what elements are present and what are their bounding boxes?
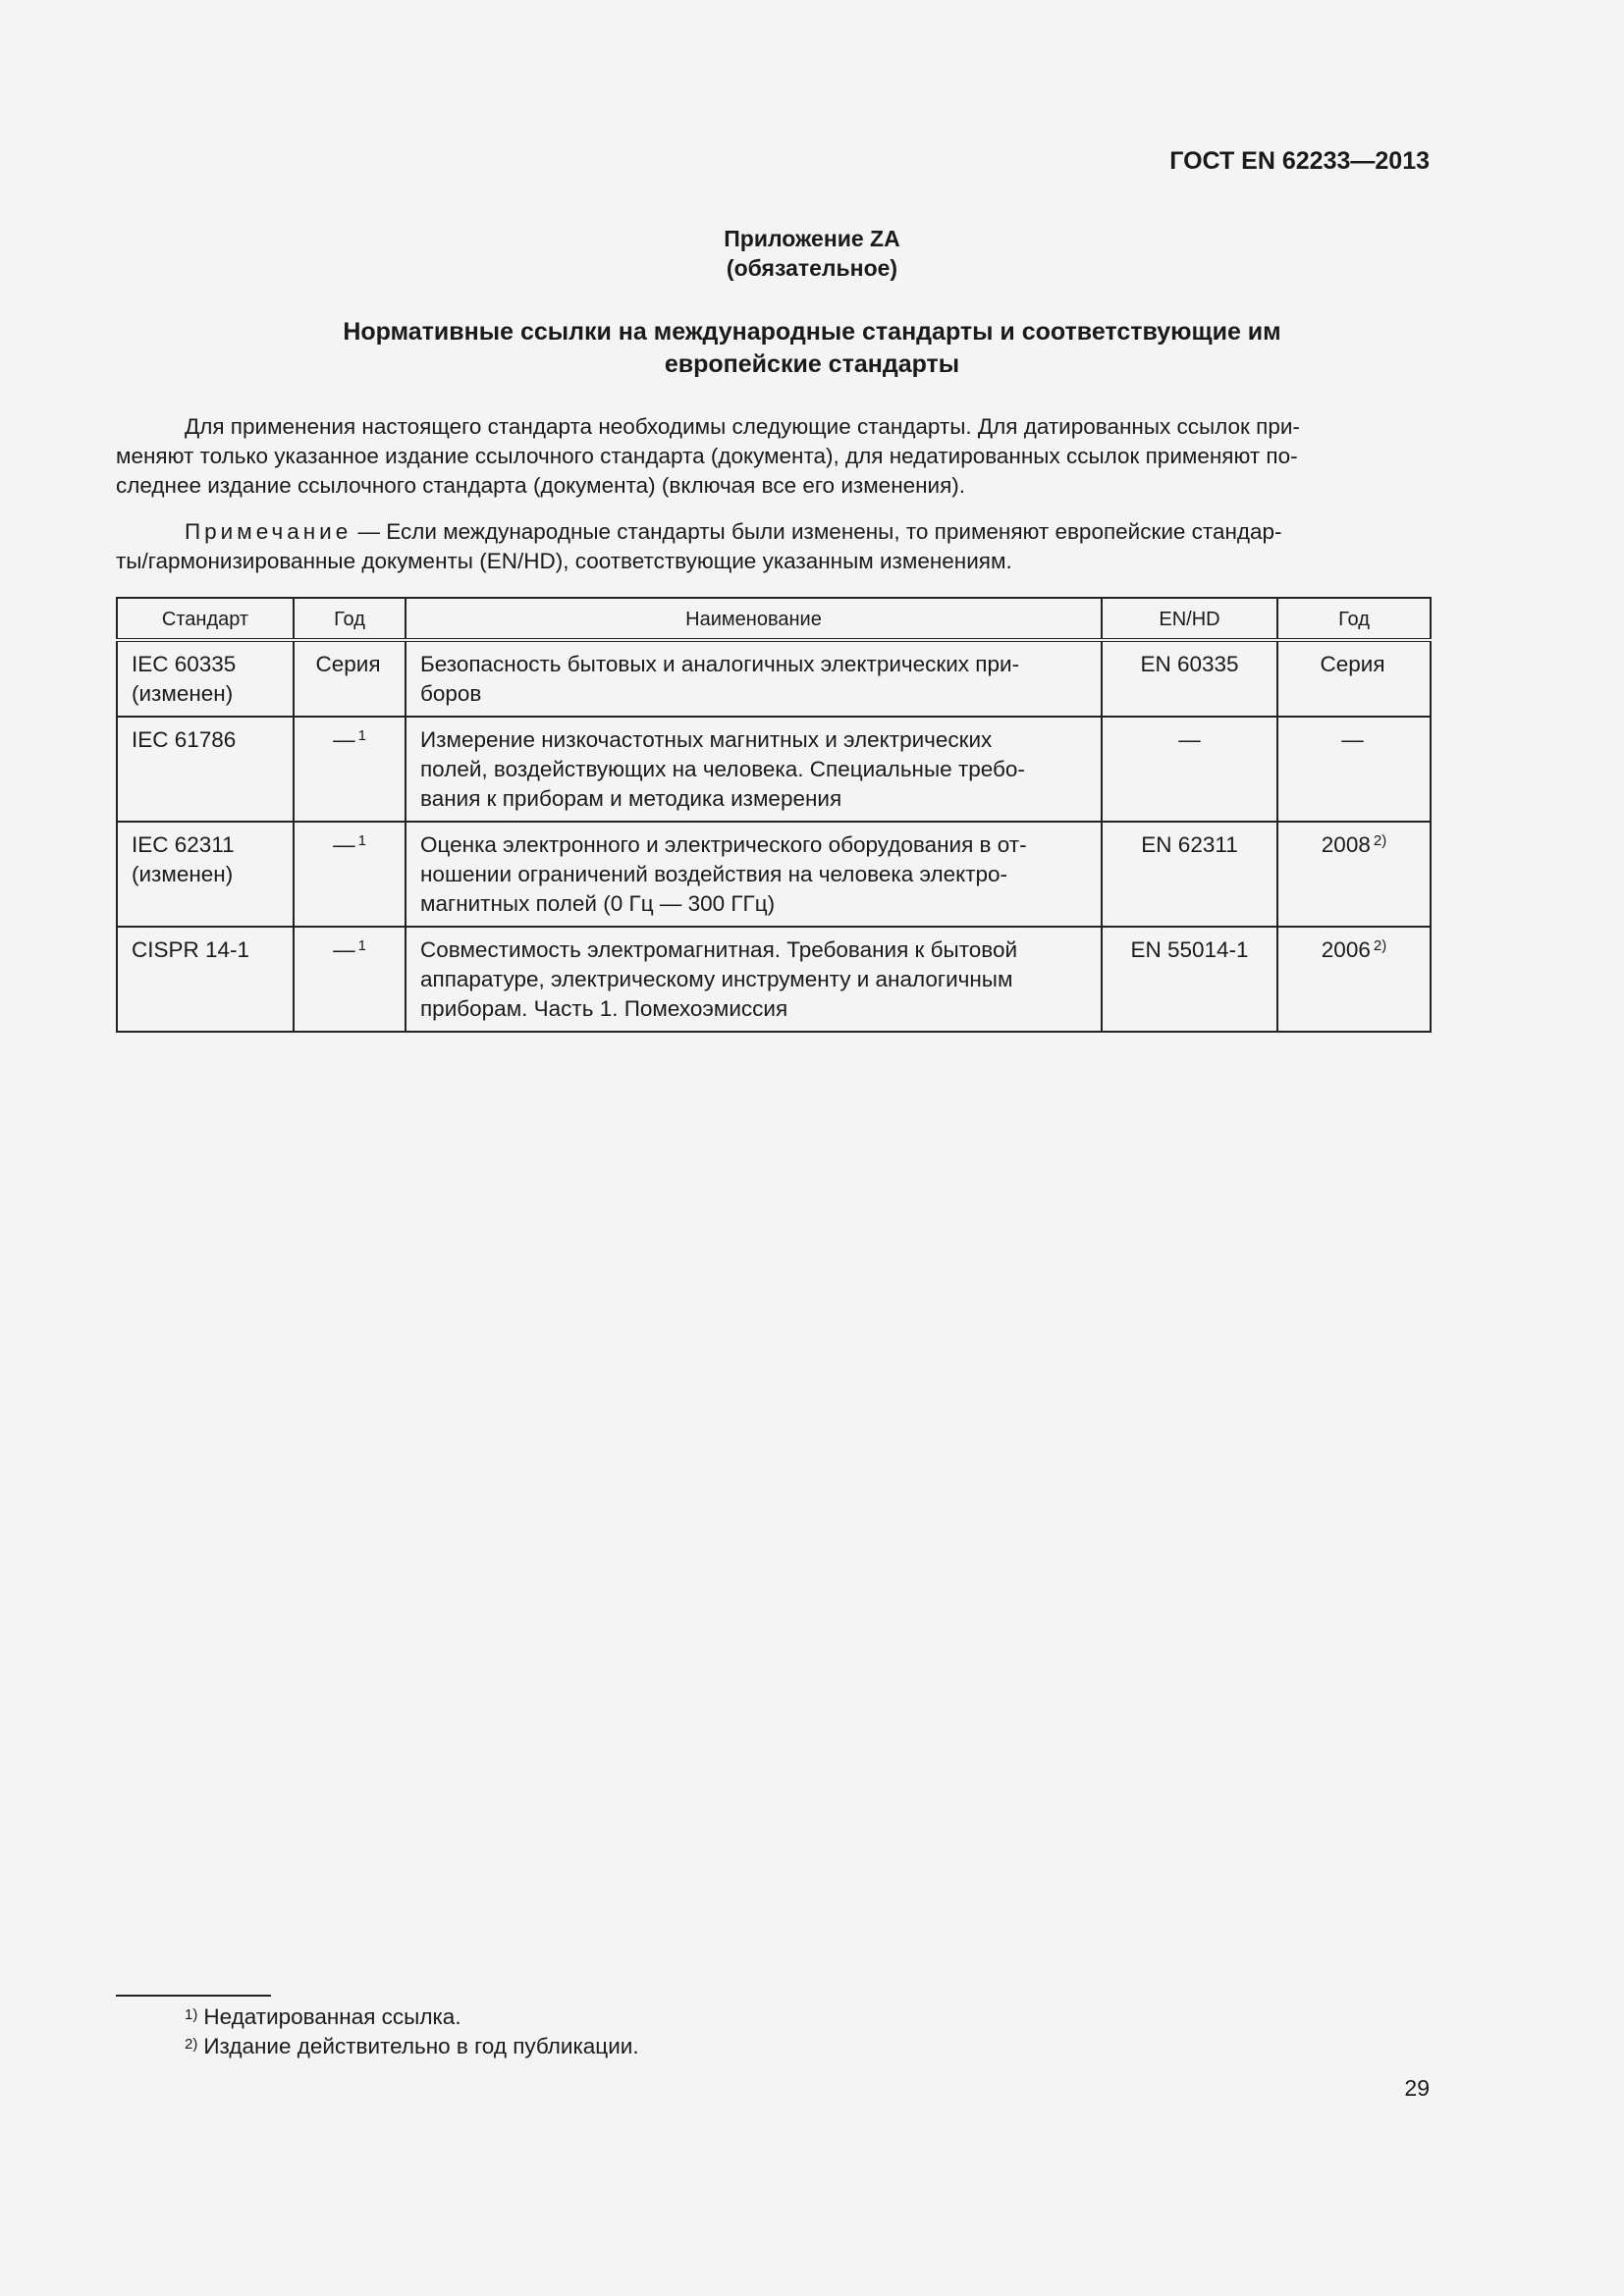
cell-standard <box>117 640 294 717</box>
column-header-name: Наименование <box>406 598 1102 640</box>
cell-enhd: — <box>1102 717 1277 822</box>
name-line: Безопасность бытовых и аналогичных электрических при- <box>420 652 1020 676</box>
annex-status: (обязательное) <box>726 255 898 281</box>
name-line: Совместимость электромагнитная. Требования к бытовой <box>420 937 1018 962</box>
footnote-ref: 1 <box>357 937 366 954</box>
note-label: Примечание <box>185 519 352 544</box>
standard-line: IEC 62311 <box>132 832 235 857</box>
table-row <box>117 640 1431 717</box>
cell-year <box>294 927 406 1032</box>
annex-heading <box>0 224 1624 283</box>
cell-name <box>406 927 1102 1032</box>
en-year-value: 2008 <box>1321 832 1371 857</box>
year-value: — <box>333 937 355 962</box>
footnote <box>185 2002 639 2032</box>
footnote-text: Издание действительно в год публикации. <box>203 2034 639 2058</box>
name-line: магнитных полей (0 Гц — 300 ГГц) <box>420 891 776 916</box>
column-header-enhd: EN/HD <box>1102 598 1277 640</box>
name-line: приборам. Часть 1. Помехоэмиссия <box>420 996 788 1021</box>
name-line: Измерение низкочастотных магнитных и электрических <box>420 727 993 752</box>
name-line: полей, воздействующих на человека. Специальные требо- <box>420 757 1025 781</box>
name-line: ношении ограничений воздействия на человека электро- <box>420 862 1008 886</box>
note-text: — Если международные стандарты были изменены, то применяют европейские стандар- <box>352 519 1282 544</box>
table-row <box>117 822 1431 927</box>
section-title-line: европейские стандарты <box>664 350 960 378</box>
cell-en-year <box>1277 822 1431 927</box>
footnote-ref: 1 <box>357 727 366 744</box>
cell-en-year <box>1277 927 1431 1032</box>
year-value: — <box>333 832 355 857</box>
standard-line: IEC 60335 <box>132 652 237 676</box>
footnote-mark: 2) <box>185 2036 198 2053</box>
cell-name <box>406 717 1102 822</box>
paragraph-line: следнее издание ссылочного стандарта (документа) (включая все его изменения). <box>116 473 966 498</box>
cell-en-year <box>1277 640 1431 717</box>
footnote-mark: 1) <box>185 2006 198 2023</box>
column-header-year: Год <box>294 598 406 640</box>
footnote <box>185 2032 639 2061</box>
footnote-text: Недатированная ссылка. <box>203 2004 461 2029</box>
table-row <box>117 927 1431 1032</box>
standard-line: (изменен) <box>132 862 234 886</box>
paragraph-line: меняют только указанное издание ссылочного стандарта (документа), для недатированных ссылок применяют по- <box>116 444 1298 468</box>
en-year-value: — <box>1341 727 1364 752</box>
note-line: ты/гармонизированные документы (EN/HD), соответствующие указанным изменениям. <box>116 549 1012 573</box>
cell-en-year <box>1277 717 1431 822</box>
table-header-row <box>117 598 1431 640</box>
cell-year <box>294 822 406 927</box>
column-header-en-year: Год <box>1277 598 1431 640</box>
standard-line: IEC 61786 <box>132 727 237 752</box>
cell-name <box>406 640 1102 717</box>
name-line: вания к приборам и методика измерения <box>420 786 842 811</box>
cell-year <box>294 640 406 717</box>
footnote-ref: 2) <box>1373 937 1387 954</box>
references-table <box>116 597 1432 1033</box>
footnotes <box>185 2002 639 2061</box>
section-title-line: Нормативные ссылки на международные стандарты и соответствующие им <box>343 318 1281 346</box>
page-number: 29 <box>1404 2075 1430 2101</box>
column-header-standard: Стандарт <box>117 598 294 640</box>
table-row <box>117 717 1431 822</box>
document-id: ГОСТ EN 62233—2013 <box>1169 147 1430 175</box>
section-title <box>0 316 1624 381</box>
cell-standard <box>117 717 294 822</box>
footnote-ref: 2) <box>1373 832 1387 849</box>
standard-line: CISPR 14-1 <box>132 937 250 962</box>
intro-paragraph <box>116 412 1430 501</box>
name-line: аппаратуре, электрическому инструменту и аналогичным <box>420 967 1013 991</box>
cell-enhd: EN 60335 <box>1102 640 1277 717</box>
cell-standard <box>117 927 294 1032</box>
annex-title: Приложение ZA <box>724 226 900 251</box>
footnote-ref: 1 <box>357 832 366 849</box>
year-value: — <box>333 727 355 752</box>
footnote-separator <box>116 1995 271 1997</box>
en-year-value: 2006 <box>1321 937 1371 962</box>
standard-line: (изменен) <box>132 681 234 706</box>
name-line: Оценка электронного и электрического оборудования в от- <box>420 832 1027 857</box>
cell-standard <box>117 822 294 927</box>
cell-year <box>294 717 406 822</box>
paragraph-line: Для применения настоящего стандарта необходимы следующие стандарты. Для датированных ссылок при- <box>185 414 1300 439</box>
note-paragraph <box>116 517 1430 576</box>
cell-enhd: EN 55014-1 <box>1102 927 1277 1032</box>
name-line: боров <box>420 681 482 706</box>
en-year-value: Серия <box>1320 652 1385 676</box>
cell-enhd: EN 62311 <box>1102 822 1277 927</box>
cell-name <box>406 822 1102 927</box>
note-line <box>116 517 1430 547</box>
year-value: Серия <box>315 652 381 676</box>
